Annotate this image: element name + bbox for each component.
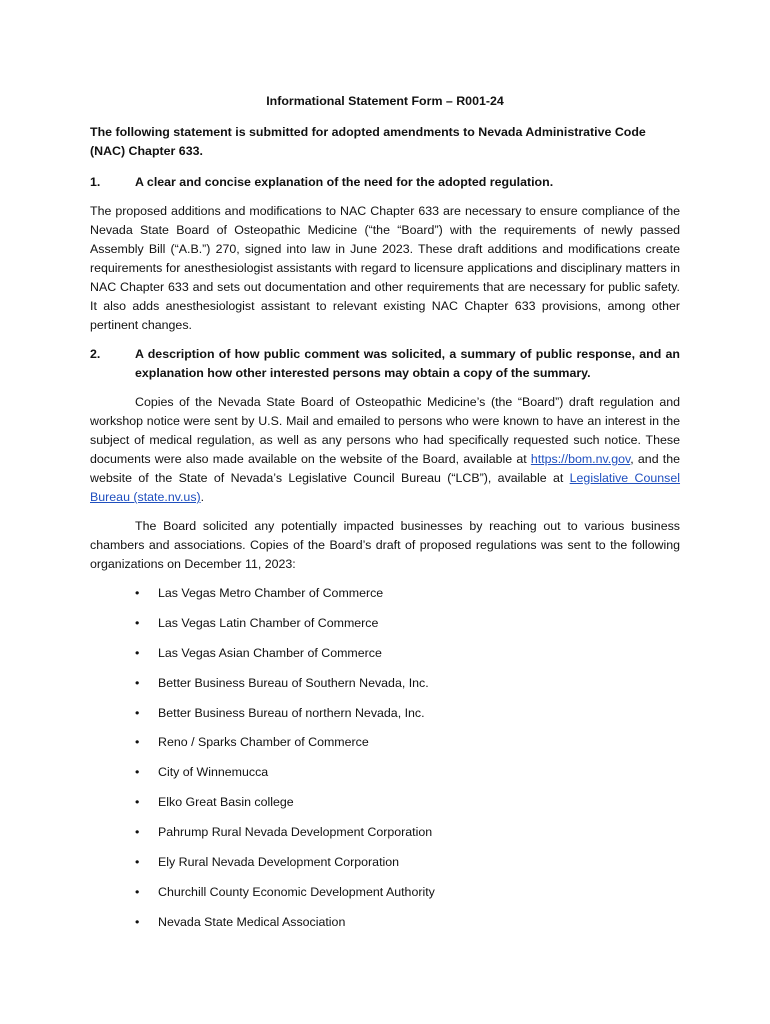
bullet-icon: •	[135, 615, 140, 630]
organization-name: Las Vegas Asian Chamber of Commerce	[158, 645, 382, 660]
bullet-icon: •	[135, 705, 140, 720]
paragraph-text: .	[200, 490, 205, 504]
organization-name: Ely Rural Nevada Development Corporation	[158, 855, 400, 870]
list-item	[90, 823, 680, 853]
organization-name: Elko Great Basin college	[158, 795, 294, 810]
bullet-icon: •	[135, 855, 140, 870]
organization-name: City of Winnemucca	[158, 765, 269, 780]
bullet-icon: •	[135, 735, 140, 750]
lcb-website-link[interactable]: Legislative Counsel Bureau (state.nv.us)	[90, 471, 681, 504]
paragraph-text: Copies of the Nevada State Board of Osteopathic Medicine’s (the “Board”) draft regulation and workshop notice were sent by U.S. Mail and emailed to persons who were known to have an interest in the subject of medical regulation, as well as any persons who had specifically requested such notice. These documents were also made available on the website of the Board, available at	[90, 395, 680, 466]
list-item	[90, 853, 680, 883]
list-item	[90, 584, 680, 614]
organization-list	[90, 584, 680, 943]
organization-name: Reno / Sparks Chamber of Commerce	[158, 735, 369, 750]
organization-name: Las Vegas Latin Chamber of Commerce	[158, 615, 379, 630]
section-2-heading	[90, 345, 680, 383]
section-2-number: 2.	[90, 347, 101, 361]
list-item	[90, 883, 680, 913]
bullet-icon: •	[135, 795, 140, 810]
section-1-title: A clear and concise explanation of the need for the adopted regulation.	[135, 175, 554, 189]
section-1-heading	[90, 173, 680, 192]
section-2-paragraph-2: The Board solicited any potentially impacted businesses by reaching out to various business chambers and associations. Copies of the Board’s draft of proposed regulations was sent to the following organizations on December 11, 2023:	[90, 519, 680, 571]
bullet-icon: •	[135, 765, 140, 780]
list-item	[90, 704, 680, 734]
bullet-icon: •	[135, 825, 140, 840]
document-title: Informational Statement Form – R001-24	[266, 94, 504, 108]
bullet-icon: •	[135, 884, 140, 899]
section-1-number: 1.	[90, 175, 101, 189]
list-item	[90, 674, 680, 704]
bullet-icon: •	[135, 586, 140, 600]
board-website-link[interactable]: https://bom.nv.gov	[530, 452, 631, 466]
bullet-icon: •	[135, 645, 140, 660]
list-item	[90, 644, 680, 674]
organization-name: Better Business Bureau of Southern Nevada, Inc.	[158, 675, 429, 690]
list-item	[90, 614, 680, 644]
list-item	[90, 763, 680, 793]
list-item	[90, 913, 680, 943]
bullet-icon: •	[135, 675, 140, 690]
intro-statement: The following statement is submitted for adopted amendments to Nevada Administrative Code (NAC) Chapter 633.	[90, 125, 646, 158]
list-item	[90, 793, 680, 823]
organization-name: Las Vegas Metro Chamber of Commerce	[158, 586, 384, 600]
organization-name: Nevada State Medical Association	[158, 914, 346, 929]
section-2-paragraph-1	[90, 393, 680, 507]
organization-name: Better Business Bureau of northern Nevada, Inc.	[158, 705, 425, 720]
section-2-title: A description of how public comment was solicited, a summary of public response, and an explanation how other interested persons may obtain a copy of the summary.	[135, 347, 680, 380]
bullet-icon: •	[135, 914, 140, 929]
list-item	[90, 733, 680, 763]
paragraph-text: , and the website of the State of Nevada’s Legislative Council Bureau (“LCB”), available at	[90, 452, 680, 485]
document-body	[90, 92, 680, 943]
section-1-body: The proposed additions and modifications to NAC Chapter 633 are necessary to ensure compliance of the Nevada State Board of Osteopathic Medicine (“the “Board”) with the requirements of newly passed Assembly Bill (“A.B.”) 270, signed into law in June 2023. These draft additions and modifications create requirements for anesthesiologist assistants with regard to licensure applications and disciplinary matters in NAC Chapter 633 and sets out documentation and other requirements that are necessary for public safety. It also adds anesthesiologist assistant to relevant existing NAC Chapter 633 provisions, among other pertinent changes.	[90, 204, 680, 332]
organization-name: Churchill County Economic Development Authority	[158, 884, 435, 899]
organization-name: Pahrump Rural Nevada Development Corporation	[158, 825, 433, 840]
